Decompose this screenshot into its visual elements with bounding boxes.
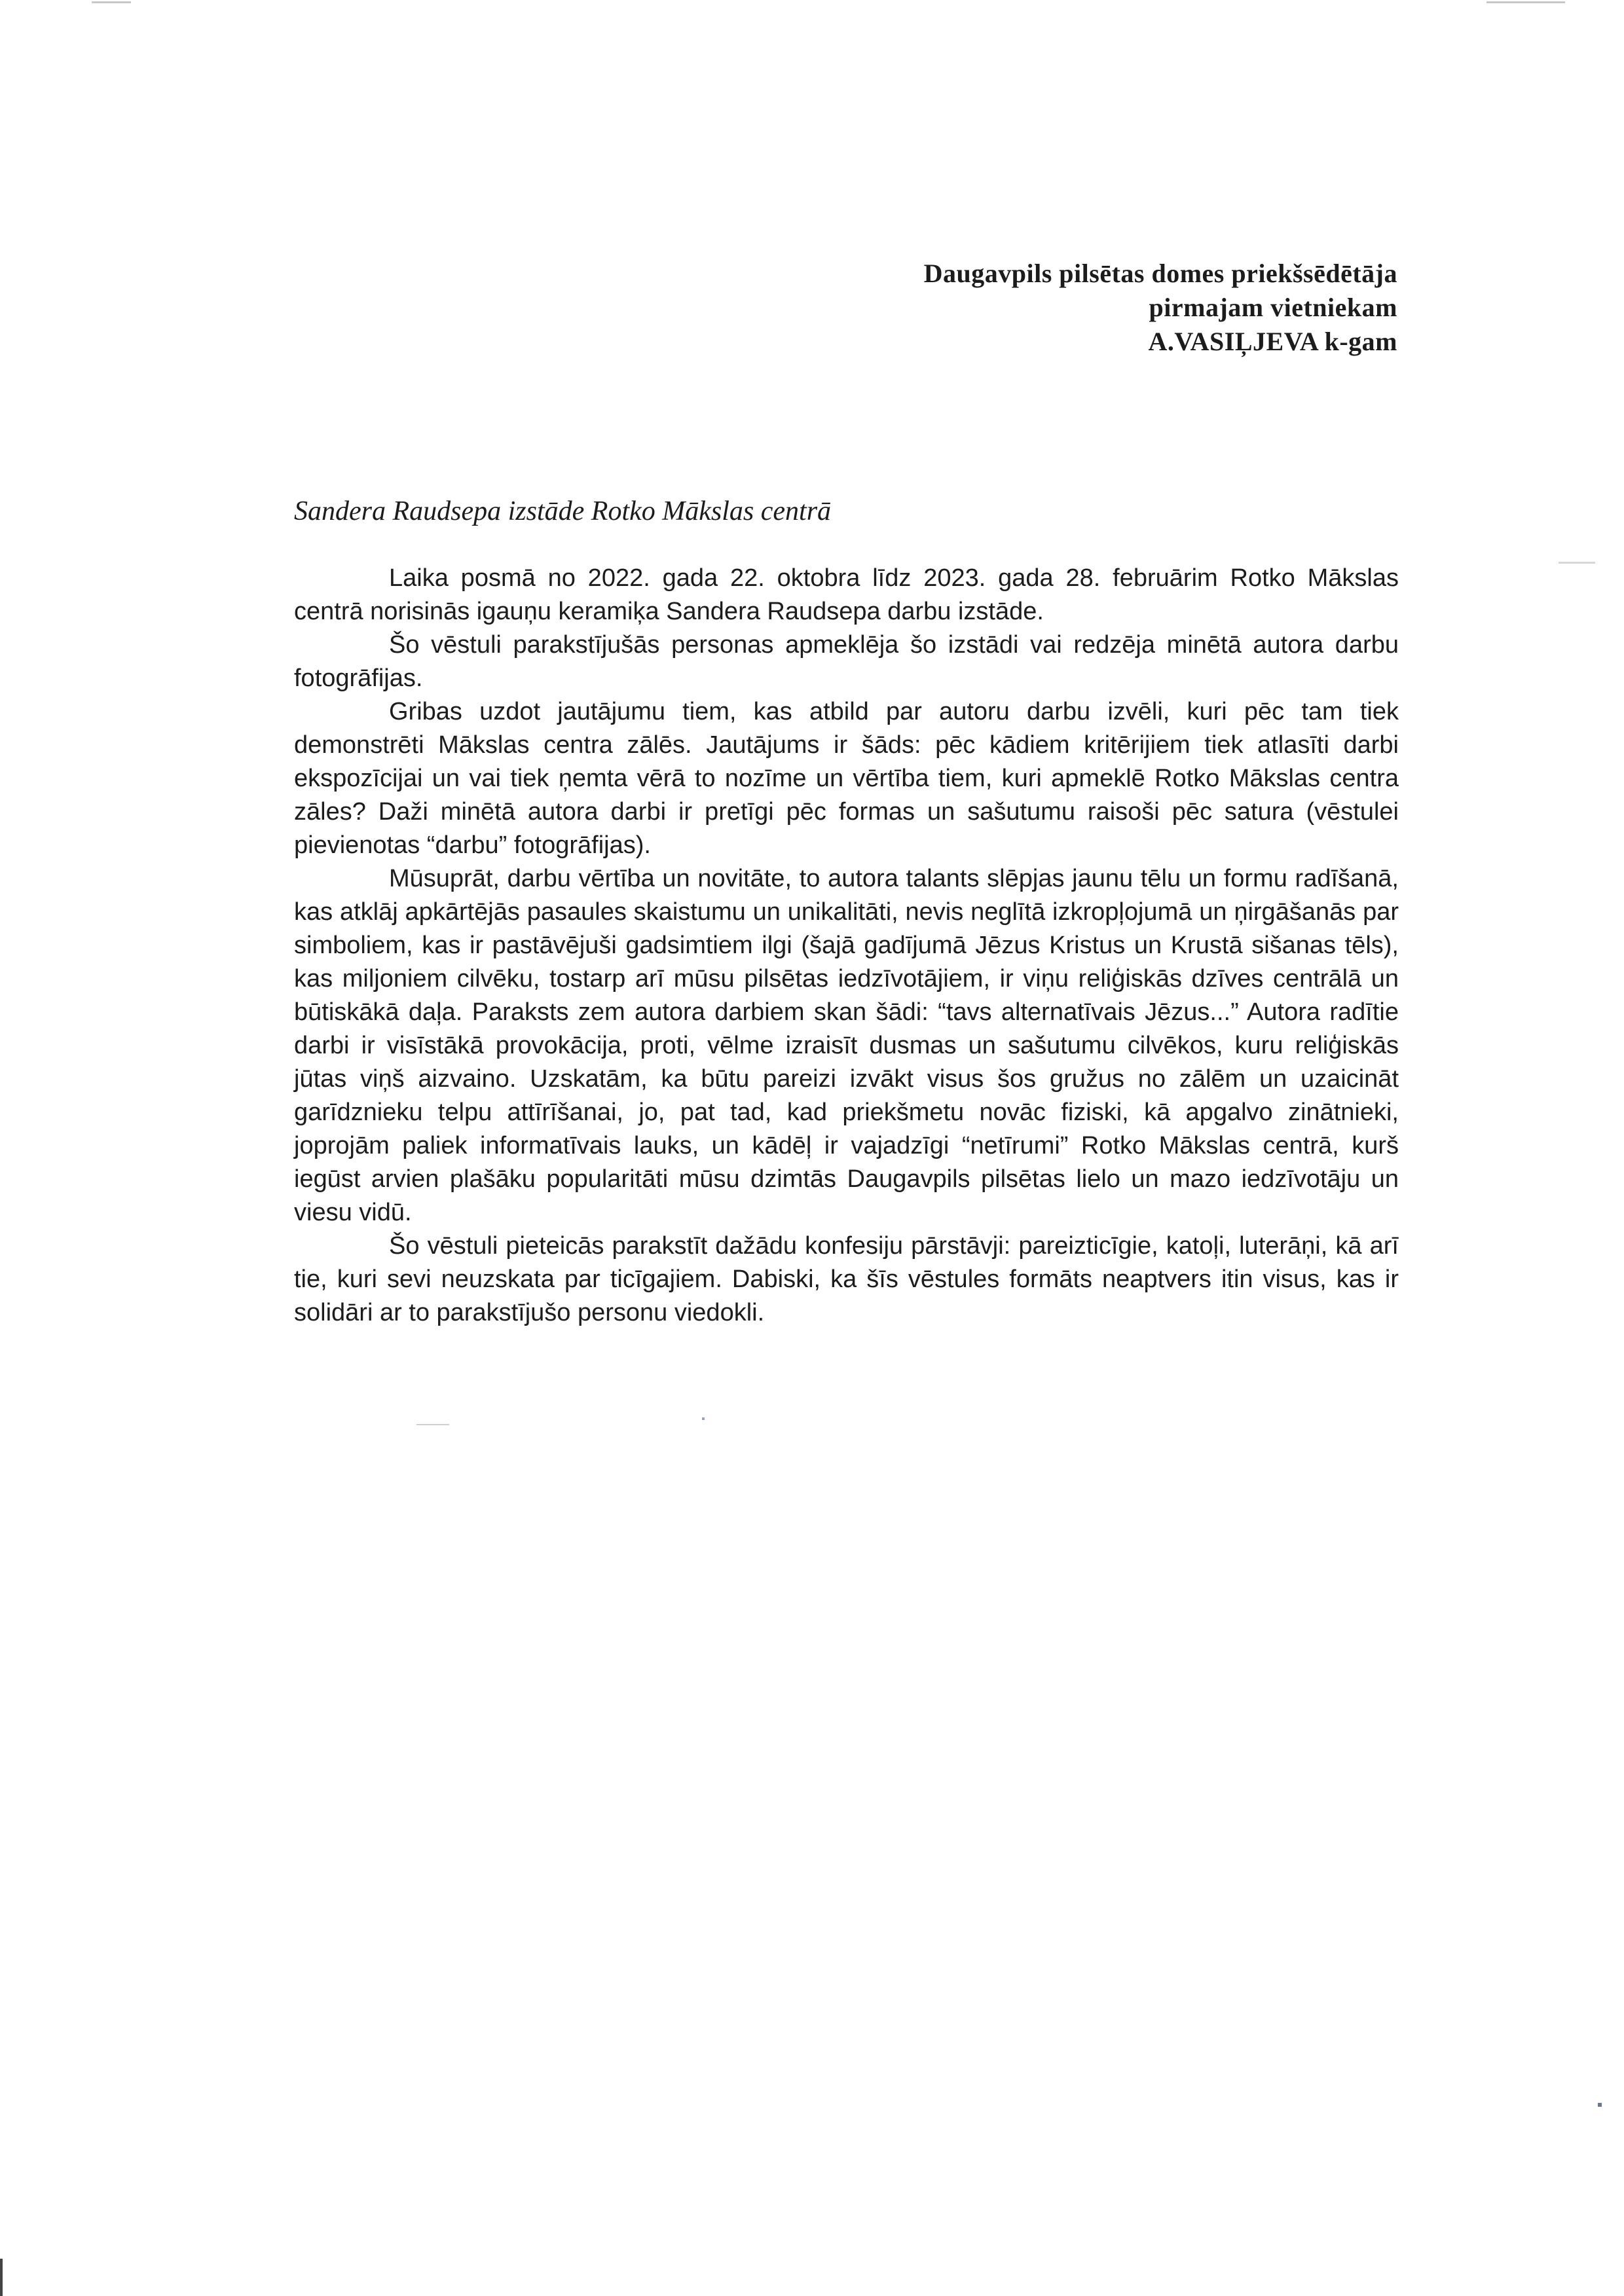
addressee-block — [924, 257, 1397, 359]
scan-artifact — [92, 1, 131, 3]
body-paragraph: Mūsuprāt, darbu vērtība un novitāte, to autora talants slēpjas jaunu tēlu un formu radīšanā, kas atklāj apkārtējās pasaules skaistumu un unikalitāti, nevis neglītā izkropļojumā un ņirgāšanās par simboliem, kas ir pastāvējuši gadsimtiem ilgi (šajā gadījumā Jēzus Kristus un Krustā sišanas tēls), kas miljoniem cilvēku, tostarp arī mūsu pilsētas iedzīvotājiem, ir viņu reliģiskās dzīves centrālā un būtiskākā daļa. Paraksts zem autora darbiem skan šādi: “tavs alternatīvais Jēzus...” Autora radītie darbi ir visīstākā provokācija, proti, vēlme izraisīt dusmas un sašutumu cilvēkos, kuru reliģiskās jūtas viņš aizvaino. Uzskatām, ka būtu pareizi izvākt visus šos gružus no zālēm un uzaicināt garīdznieku telpu attīrīšanai, jo, pat tad, kad priekšmetu novāc fiziski, kā apgalvo zinātnieki, joprojām paliek informatīvais lauks, un kādēļ ir vajadzīgi “netīrumi” Rotko Mākslas centrā, kurš iegūst arvien plašāku popularitāti mūsu dzimtās Daugavpils pilsētas lielo un mazo iedzīvotāju un viesu vidū. — [294, 865, 1399, 1226]
scan-artifact — [416, 1424, 449, 1425]
scan-artifact — [1486, 1, 1565, 3]
scan-artifact — [0, 2259, 3, 2296]
body-paragraph: Laika posmā no 2022. gada 22. oktobra līdz 2023. gada 28. februārim Rotko Mākslas centrā norisinās igauņu keramiķa Sandera Raudsepa darbu izstāde. — [294, 564, 1399, 625]
addressee-line-3: A.VASIĻJEVA k-gam — [1148, 327, 1397, 356]
body-paragraph: Gribas uzdot jautājumu tiem, kas atbild par autoru darbu izvēli, kuri pēc tam tiek demonstrēti Mākslas centra zālēs. Jautājums ir šāds: pēc kādiem kritērijiem tiek atlasīti darbi ekspozīcijai un vai tiek ņemta vērā to nozīme un vērtība tiem, kuri apmeklē Rotko Mākslas centra zāles? Daži minētā autora darbi ir pretīgi pēc formas un sašutumu raisoši pēc satura (vēstulei pievienotas “darbu” fotogrāfijas). — [294, 698, 1399, 859]
body-paragraph: Šo vēstuli pieteicās parakstīt dažādu konfesiju pārstāvji: pareizticīgie, katoļi, luterāņi, kā arī tie, kuri sevi neuzskata par ticīgajiem. Dabiski, ka šīs vēstules formāts neaptvers itin visus, kas ir solidāri ar to parakstījušo personu viedokli. — [294, 1232, 1399, 1326]
addressee-line-1: Daugavpils pilsētas domes priekšsēdētāja — [923, 259, 1397, 288]
letter-body — [294, 562, 1399, 1330]
addressee-line-2: pirmajam vietniekam — [1149, 293, 1397, 322]
scan-artifact — [1598, 2103, 1602, 2107]
body-paragraph: Šo vēstuli parakstījušās personas apmeklēja šo izstādi vai redzēja minētā autora darbu fotogrāfijas. — [294, 631, 1399, 692]
scan-artifact — [702, 1417, 705, 1420]
letter-subject: Sandera Raudsepa izstāde Rotko Mākslas centrā — [294, 496, 832, 526]
scan-artifact — [1559, 562, 1595, 564]
